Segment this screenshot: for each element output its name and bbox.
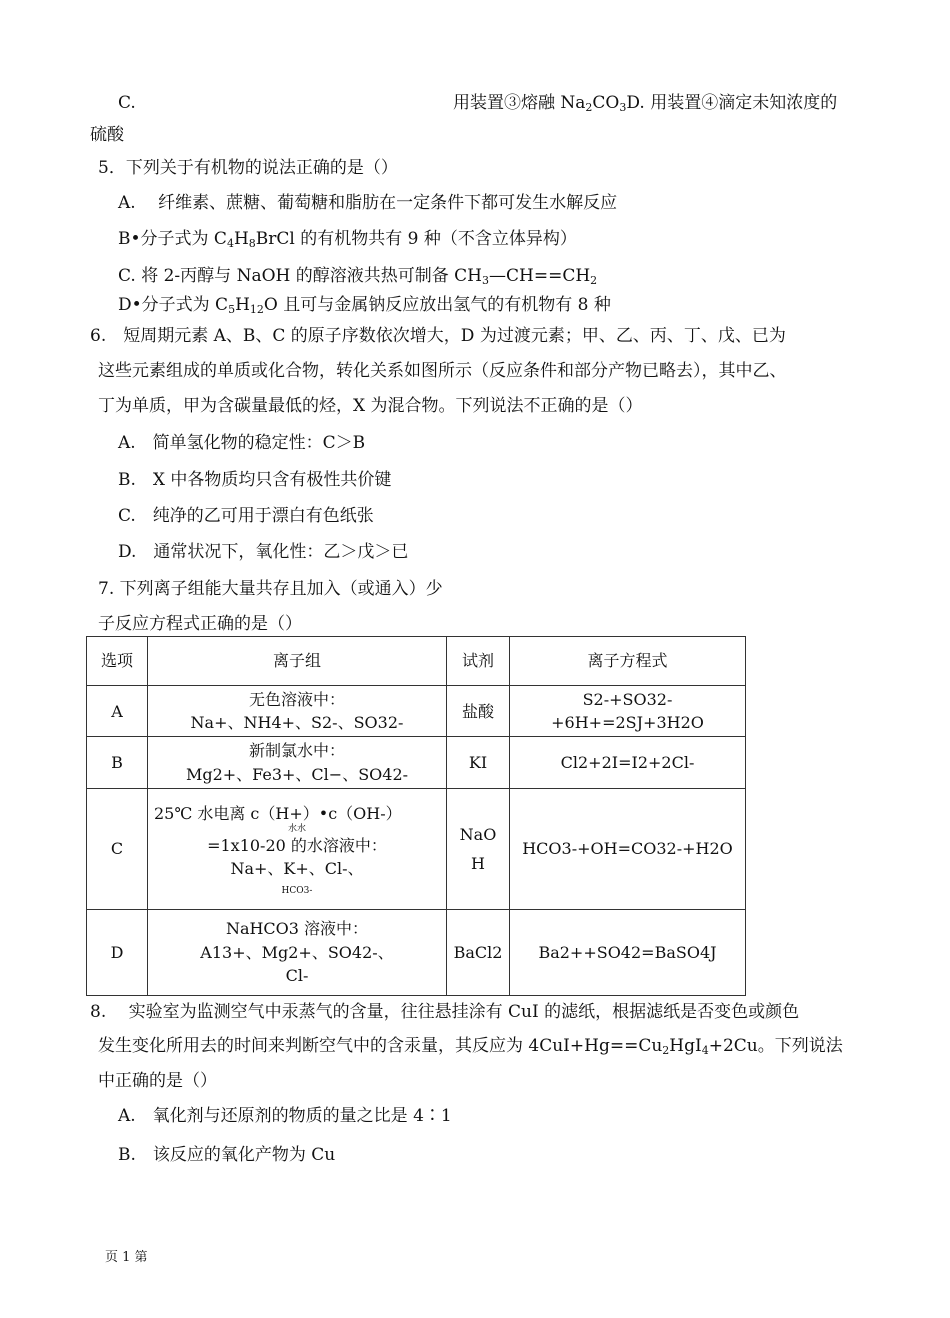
q6-stem-line1: 6. 短周期元素 A、B、C 的原子序数依次增大，D 为过渡元素；甲、乙、丙、丁、戊、已为	[90, 326, 786, 346]
table-row	[87, 788, 746, 909]
header-ion-group: 离子组	[148, 637, 447, 686]
q6-option-a: A. 简单氢化物的稳定性：C＞B	[118, 433, 366, 453]
ion-table	[86, 636, 746, 996]
row-c-ions-line4: HCO3-	[281, 885, 313, 896]
q5-option-b: B•分子式为 $C_4H_8BrCl$ 的有机物共有 9 种（不含立体异构）	[118, 229, 577, 250]
q8-stem-line1: 8. 实验室为监测空气中汞蒸气的含量，往往悬挂涂有 CuI 的滤纸，根据滤纸是否变色或颜色	[90, 1002, 800, 1022]
row-a-equation: S2-+SO32-+6H+=2SJ+3H2O	[510, 686, 746, 737]
row-a-reagent: 盐酸	[447, 686, 510, 737]
table-row	[87, 737, 746, 788]
row-b-option: B	[87, 737, 148, 788]
q4-option-c-label: C.	[118, 93, 136, 113]
q5-option-d: D•分子式为 $C_5H_{12}O$ 且可与金属钠反应放出氢气的有机物有 8 种	[118, 295, 611, 316]
row-d-equation: Ba2++SO42=BaSO4J	[510, 909, 746, 995]
row-c-ions-line2: =1x10-20 的水溶液中：	[207, 836, 387, 856]
q4-option-continuation: 硫酸	[90, 125, 124, 145]
row-c-ions-line1: 25℃ 水电离 c（H+）•c（OH-）	[154, 803, 402, 823]
row-b-reagent: KI	[447, 737, 510, 788]
row-d-ions-line2: A13+、Mg2+、SO42-、	[200, 942, 394, 962]
row-b-ions-line2: Mg2+、Fe3+、Cl−、SO42-	[185, 764, 409, 784]
row-c-ions	[148, 788, 447, 909]
q7-stem-line2: 子反应方程式正确的是（）	[98, 614, 302, 634]
row-c-reagent-line2: H	[471, 853, 485, 873]
row-d-reagent: BaCl2	[447, 909, 510, 995]
table-row	[87, 686, 746, 737]
row-c-ions-line3: Na+、K+、Cl-、	[230, 859, 364, 879]
row-a-ions-line2: Na+、NH4+、S2-、SO32-	[190, 713, 404, 733]
row-d-ions	[148, 909, 447, 995]
row-d-option: D	[87, 909, 148, 995]
q6-stem-line2: 这些元素组成的单质或化合物，转化关系如图所示（反应条件和部分产物已略去），其中乙、	[98, 361, 787, 381]
q6-option-c: C. 纯净的乙可用于漂白有色纸张	[118, 506, 374, 526]
row-c-equation: HCO3-+OH=CO32-+H2O	[510, 788, 746, 909]
row-b-ions	[148, 737, 447, 788]
q5-option-c: C. 将 2-丙醇与 NaOH 的醇溶液共热可制备 $CH_3—CH==CH_2$	[118, 266, 598, 287]
row-b-ions-line1: 新制氯水中：	[248, 741, 345, 761]
header-option: 选项	[87, 637, 148, 686]
header-reagent: 试剂	[447, 637, 510, 686]
row-a-ions-line1: 无色溶液中：	[248, 690, 345, 709]
q6-option-b: B. X 中各物质均只含有极性共价键	[118, 470, 392, 490]
row-c-ions-tiny: 水水	[287, 824, 306, 835]
row-b-equation: Cl2+2I=I2+2Cl-	[510, 737, 746, 788]
row-d-ions-line3: Cl-	[285, 965, 309, 985]
page-footer: 页 1 第	[105, 1250, 148, 1265]
header-equation: 离子方程式	[510, 637, 746, 686]
q4-option-c-text: 用装置③熔融 $Na_2CO_3D$. 用装置④滴定未知浓度的	[453, 93, 838, 114]
q8-stem-line3: 中正确的是（）	[98, 1071, 217, 1091]
q5-stem: 5．下列关于有机物的说法正确的是（）	[98, 158, 398, 178]
table-row	[87, 909, 746, 995]
table-header-row	[87, 637, 746, 686]
q8-stem-line2: 发生变化所用去的时间来判断空气中的含汞量，其反应为 $4CuI+Hg==Cu_2HgI_4+2Cu$。下列说法	[98, 1036, 843, 1057]
q5-option-a: A. 纤维素、蔗糖、葡萄糖和脂肪在一定条件下都可发生水解反应	[118, 193, 618, 213]
q6-option-d: D. 通常状况下，氧化性：乙＞戊＞已	[118, 542, 409, 562]
q7-stem-line1: 7. 下列离子组能大量共存且加入（或通入）少	[98, 579, 443, 599]
q8-option-b: B. 该反应的氧化产物为 Cu	[118, 1145, 336, 1165]
q6-stem-line3: 丁为单质，甲为含碳量最低的烃，X 为混合物。下列说法不正确的是（）	[98, 396, 643, 416]
row-c-reagent	[447, 788, 510, 909]
q8-option-a: A. 氧化剂与还原剂的物质的量之比是 4∶1	[118, 1106, 452, 1126]
row-a-ions	[148, 686, 447, 737]
row-d-ions-line1: NaHCO3 溶液中：	[225, 919, 369, 939]
row-c-reagent-line1: NaO	[459, 824, 497, 844]
row-c-option: C	[87, 788, 148, 909]
row-a-option: A	[87, 686, 148, 737]
